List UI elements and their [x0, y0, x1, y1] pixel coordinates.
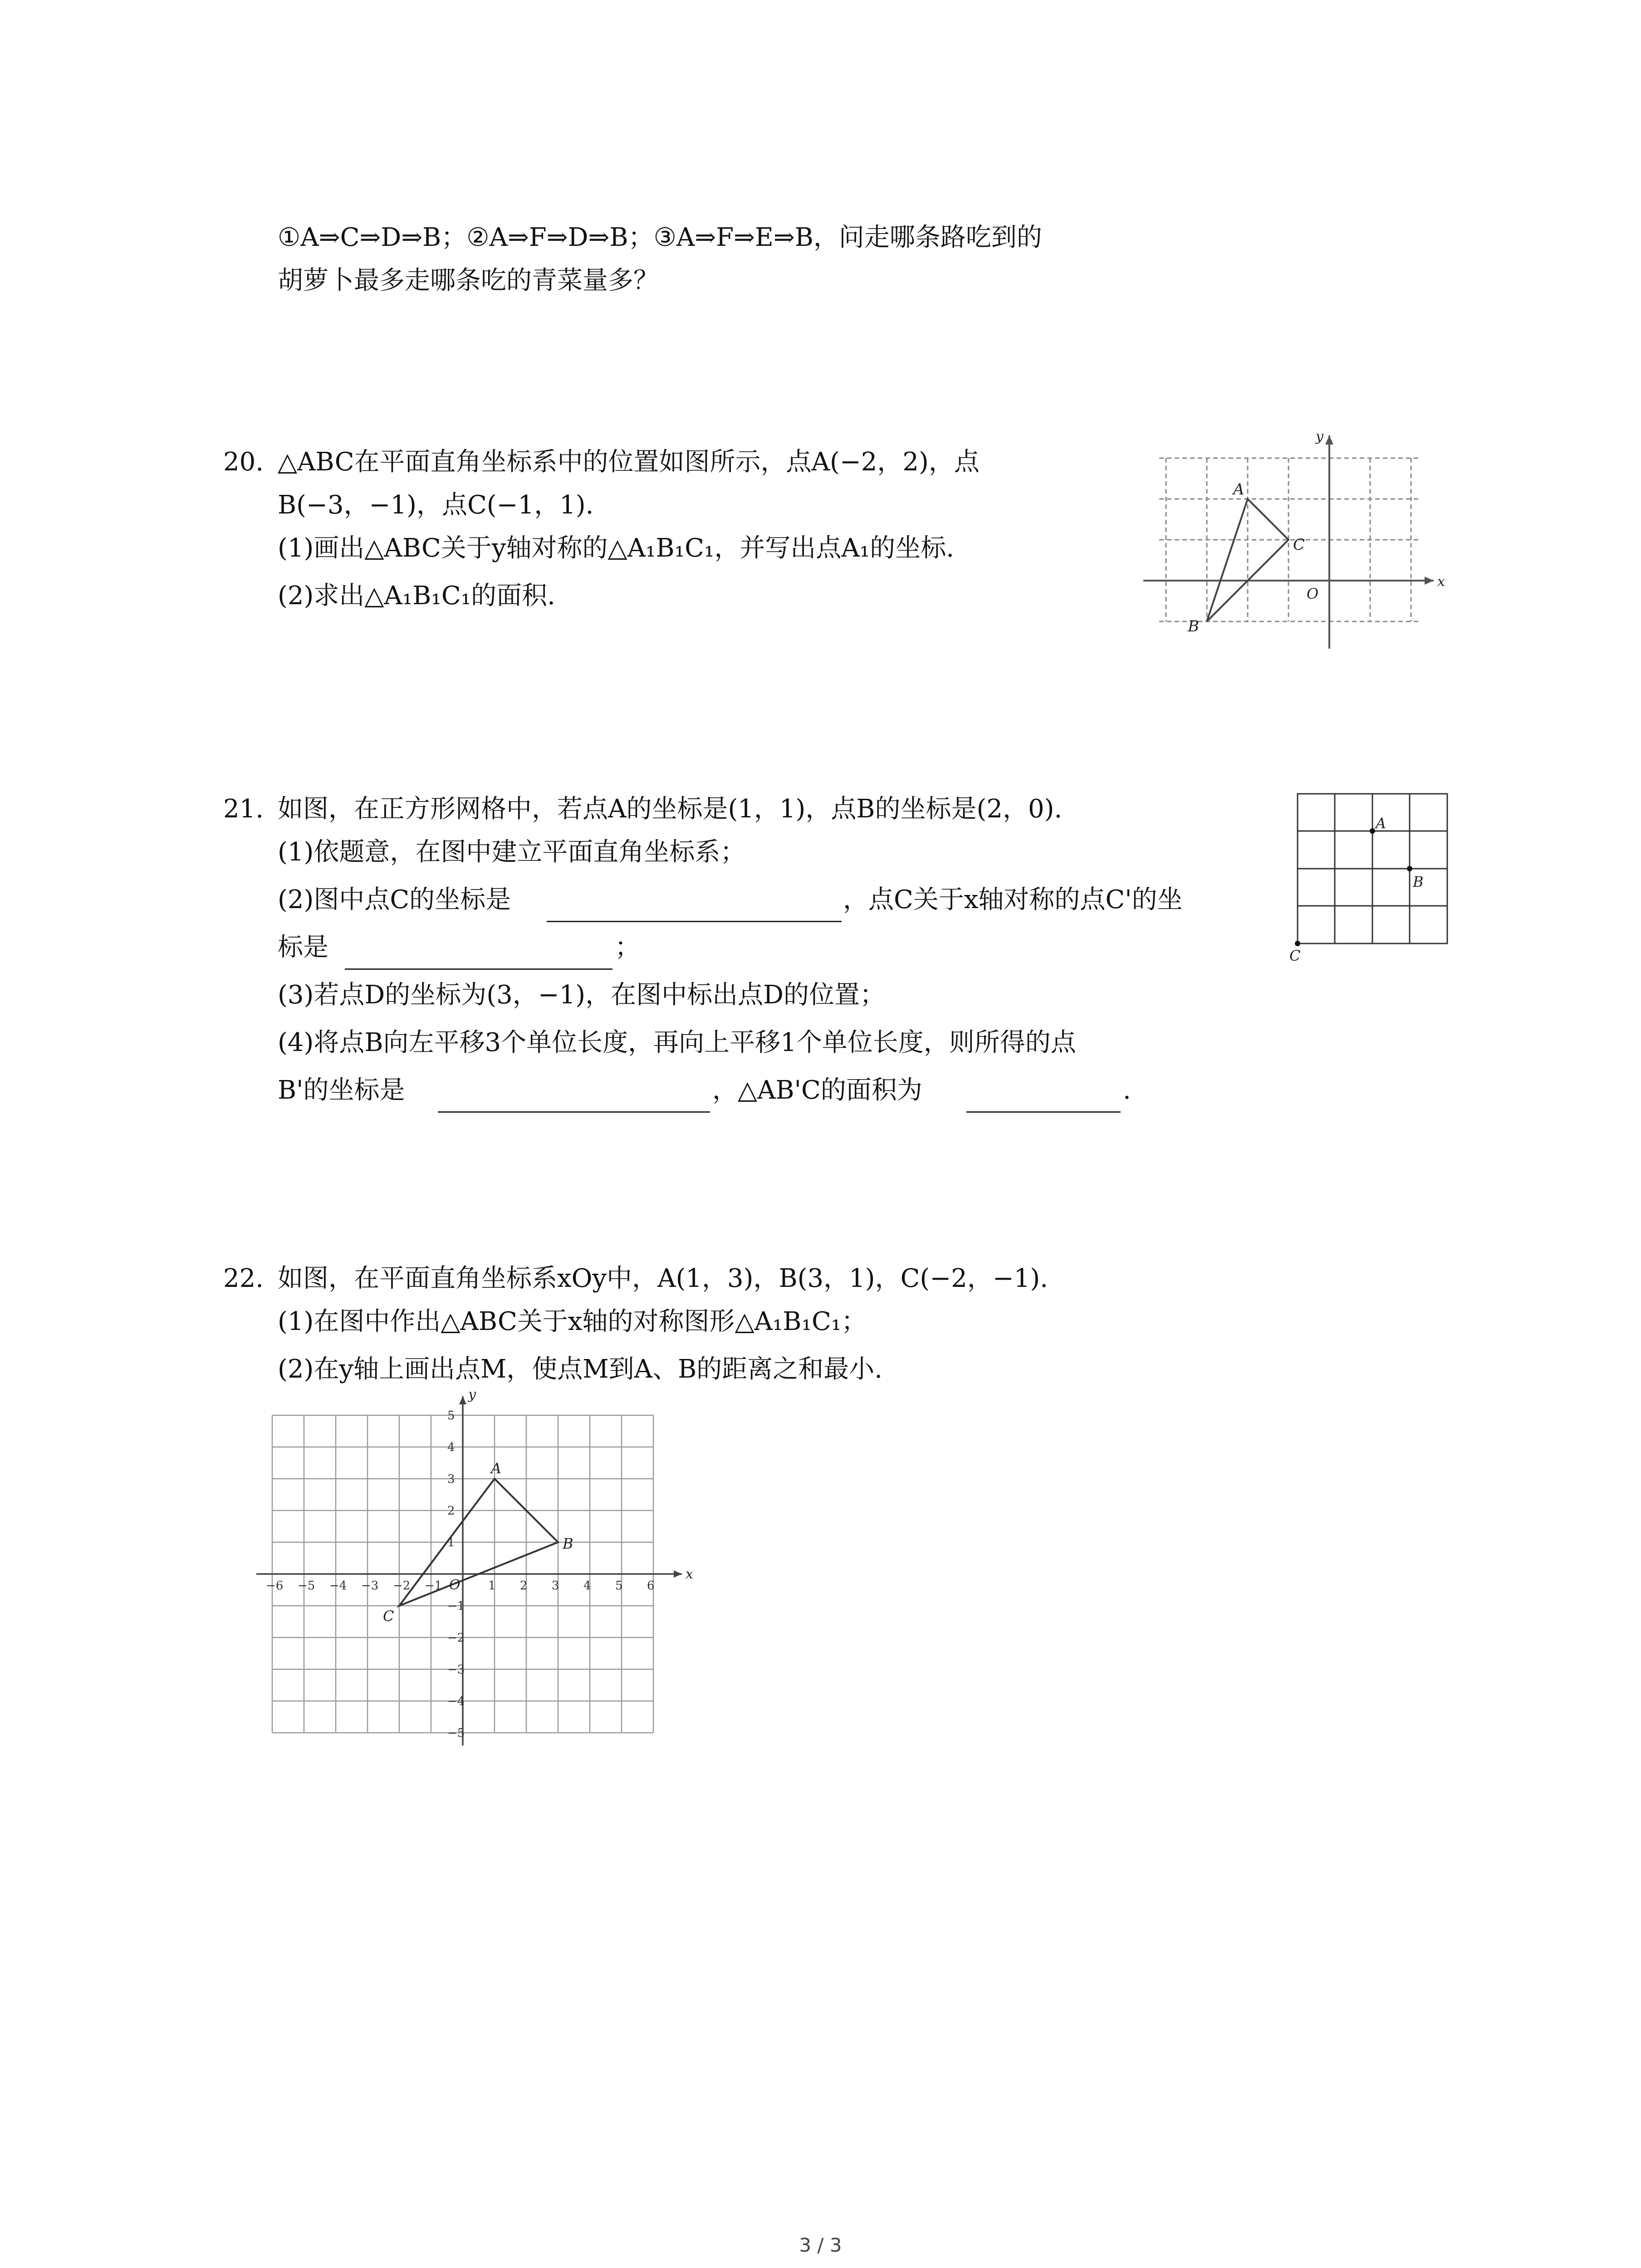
q21-figure	[1279, 780, 1470, 962]
q22-x-tick-label: −4	[329, 1579, 347, 1593]
q22-part-2: (2)在y轴上画出点M，使点M到A、B的距离之和最小.	[278, 1354, 883, 1384]
q22-number: 22.	[223, 1264, 264, 1293]
q21-number: 21.	[223, 794, 264, 824]
q20-label-y: y	[1316, 429, 1323, 445]
q22-x-tick-label: −3	[361, 1579, 379, 1593]
q21-answer-blank-area	[966, 1111, 1121, 1113]
q20-label-a: A	[1233, 480, 1244, 499]
q20-y-arrow	[1325, 435, 1333, 445]
q21-part-4b: B'的坐标是	[278, 1075, 405, 1105]
q21-part-2a: (2)图中点C的坐标是	[278, 885, 511, 914]
q22-x-tick-label: 1	[488, 1579, 496, 1593]
q21-part-4d: .	[1123, 1075, 1131, 1105]
q22-y-tick-label: −5	[447, 1726, 465, 1740]
q21-part-2b: ，点C关于x轴对称的点C'的坐	[843, 885, 1183, 914]
q22-x-tick-label: 6	[647, 1579, 655, 1593]
q22-y-tick-label: −3	[447, 1663, 465, 1677]
q22-y-tick-label: 5	[447, 1409, 455, 1422]
q22-x-tick-label: −6	[266, 1579, 284, 1593]
q22-y-tick-label: 2	[447, 1504, 455, 1518]
q21-line-1: 如图，在正方形网格中，若点A的坐标是(1，1)，点B的坐标是(2，0).	[278, 794, 1063, 824]
q22-x-tick-label: 3	[552, 1579, 559, 1593]
q22-x-tick-label: −1	[425, 1579, 442, 1593]
q20-figure	[1134, 422, 1461, 658]
q22-x-tick-label: 5	[615, 1579, 623, 1593]
q21-point-b	[1407, 866, 1412, 871]
q19-line-2: 胡萝卜最多走哪条吃的青菜量多？	[278, 266, 659, 295]
q21-part-4a: (4)将点B向左平移3个单位长度，再向上平移1个单位长度，则所得的点	[278, 1028, 1076, 1057]
q22-label-c: C	[383, 1608, 394, 1625]
q22-x-tick-label: −5	[298, 1579, 315, 1593]
q22-x-arrow	[674, 1570, 682, 1578]
q21-part-1: (1)依题意，在图中建立平面直角坐标系；	[278, 837, 746, 867]
q20-part-1: (1)画出△ABC关于y轴对称的△A₁B₁C₁，并写出点A₁的坐标.	[278, 533, 955, 563]
q22-figure	[266, 1387, 730, 1760]
q21-answer-blank-c-prime	[345, 968, 612, 970]
q20-x-arrow	[1425, 577, 1434, 585]
q20-line-1: △ABC在平面直角坐标系中的位置如图所示，点A(−2，2)，点	[278, 447, 980, 477]
q21-label-b: B	[1413, 873, 1424, 890]
q22-label-y: y	[468, 1387, 476, 1403]
q20-label-b: B	[1188, 617, 1199, 635]
q22-label-x: x	[686, 1566, 693, 1582]
page-number: 3 / 3	[799, 2234, 842, 2256]
q21-label-c: C	[1289, 947, 1301, 964]
q22-y-tick-label: 4	[447, 1441, 455, 1454]
q22-y-tick-label: 1	[447, 1536, 455, 1549]
q21-label-a: A	[1376, 815, 1386, 832]
q20-part-2: (2)求出△A₁B₁C₁的面积.	[278, 581, 555, 611]
q20-number: 20.	[223, 447, 264, 477]
q22-y-arrow	[459, 1396, 466, 1404]
q22-part-1: (1)在图中作出△ABC关于x轴的对称图形△A₁B₁C₁；	[278, 1307, 867, 1336]
q22-y-tick-label: −4	[447, 1695, 465, 1708]
q20-label-x: x	[1437, 574, 1445, 590]
q22-y-tick-label: −2	[447, 1631, 465, 1645]
q21-grid	[1298, 794, 1447, 943]
q22-x-tick-label: 4	[583, 1579, 591, 1593]
q19-line-1: ①A⇒C⇒D⇒B；②A⇒F⇒D⇒B；③A⇒F⇒E⇒B，问走哪条路吃到的	[278, 223, 1042, 252]
q22-axes	[256, 1396, 682, 1745]
q21-answer-blank-c	[547, 921, 842, 922]
q22-label-b: B	[563, 1535, 573, 1552]
q21-point-a	[1370, 828, 1375, 834]
q22-label-origin: O	[449, 1577, 460, 1593]
q22-x-tick-label: 2	[520, 1579, 528, 1593]
q21-answer-blank-b-prime	[438, 1111, 710, 1113]
q21-part-2d: ；	[615, 933, 640, 962]
q22-y-tick-label: −1	[447, 1599, 465, 1613]
q20-line-2: B(−3，−1)，点C(−1，1).	[278, 490, 594, 520]
q22-label-a: A	[491, 1460, 502, 1477]
q21-point-c	[1295, 941, 1300, 946]
q22-line-1: 如图，在平面直角坐标系xOy中，A(1，3)，B(3，1)，C(−2，−1).	[278, 1264, 1048, 1293]
q22-y-tick-label: 3	[447, 1472, 455, 1486]
q21-part-3: (3)若点D的坐标为(3，−1)，在图中标出点D的位置；	[278, 980, 885, 1010]
q20-label-c: C	[1293, 536, 1305, 554]
q20-label-origin: O	[1307, 585, 1319, 602]
q21-part-4c: ，△AB'C的面积为	[712, 1075, 922, 1105]
q22-x-tick-label: −2	[393, 1579, 411, 1593]
q21-part-2c: 标是	[278, 933, 328, 962]
